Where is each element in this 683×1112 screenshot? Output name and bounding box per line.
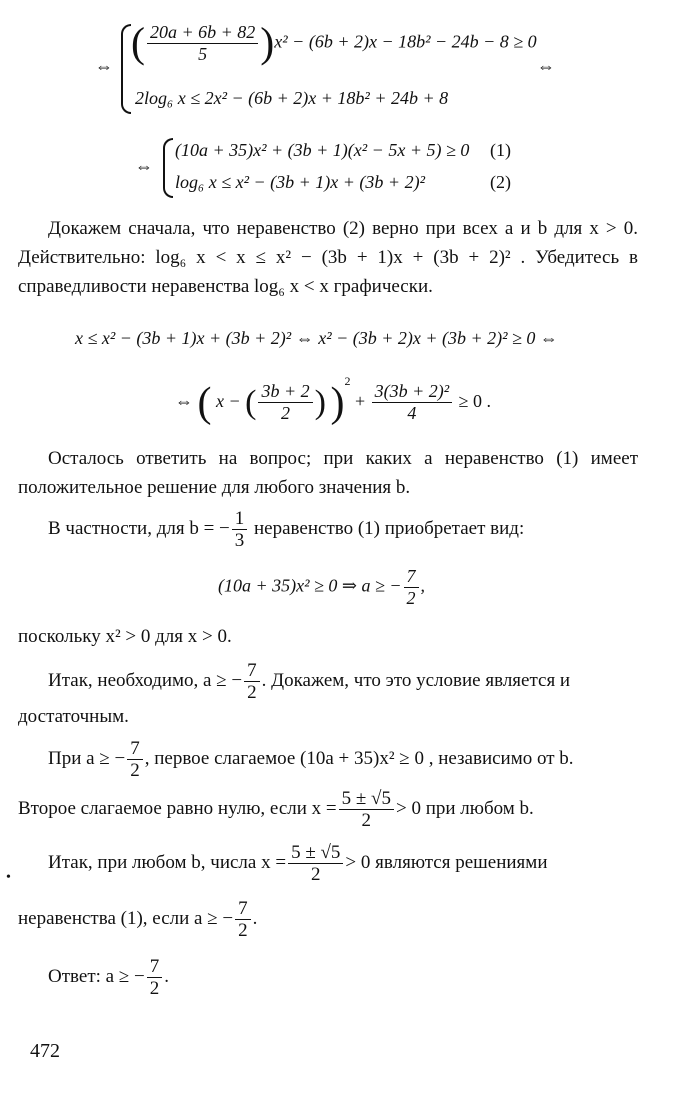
system-2	[135, 136, 535, 200]
equivalence-arrow: ⇔	[135, 156, 153, 176]
tag-2: (2)	[490, 172, 511, 192]
paragraph-sufficient: достаточным.	[18, 706, 129, 727]
paragraph-first-term: При a ≥ − $\frac{7}{2}$ , первое слагаемое (10a + 35)x² ≥ 0 , независимо от b.	[48, 738, 574, 781]
system-brace	[163, 138, 173, 198]
paragraph-second-term: Второе слагаемое равно нулю, если x = $\frac{5 \pm √5}{2}$ > 0 при любом b.	[18, 788, 534, 831]
system-1	[95, 18, 555, 118]
answer: Ответ: a ≥ − $\frac{7}{2}$ .	[48, 956, 169, 999]
equation-4: ⇔ ( x − ( $\frac{3b + 2}{2}$ ) )$^2$ + $\frac{\text{3(3b + 2)²}}{4}$ ≥ 0 .	[175, 374, 492, 426]
fraction-numerator: 20a + 6b + 82	[147, 22, 258, 44]
inequality-2: log₆ x ≤ x² − (3b + 1)x + (3b + 2)²	[175, 172, 425, 192]
paragraph-since: поскольку x² > 0 для x > 0.	[18, 626, 232, 647]
paragraph-remaining-question: Осталось ответить на вопрос; при каких a неравенство (1) имеет положительное решение для любого значения b.	[18, 448, 638, 498]
system-brace	[121, 24, 131, 114]
inequality-1: (10a + 35)x² + (3b + 1)(x² − 5x + 5) ≥ 0	[175, 140, 470, 160]
system-1-line-1: ( $\frac{20a + 6b + 82}{5}$ )x² − (6b + 2)x − 18b² − 24b − 8 ≥ 0	[131, 20, 537, 67]
paragraph-solutions: Итак, при любом b, числа x = $\frac{5 \pm √5}{2}$ > 0 являются решениями	[48, 842, 548, 885]
scan-speck: •	[6, 870, 11, 885]
equation-5: (10a + 35)x² ≥ 0 ⇒ a ≥ − $\frac{7}{2}$ ,	[218, 566, 426, 608]
fraction-denominator: 5	[198, 44, 208, 64]
page-number: 472	[30, 1040, 60, 1062]
equivalence-arrow: ⇔	[95, 56, 113, 76]
equivalence-arrow: ⇔	[537, 56, 555, 76]
system-1-line-2: 2log₆ x ≤ 2x² − (6b + 2)x + 18b² + 24b + 8	[135, 88, 449, 108]
paragraph-proof-2: Докажем сначала, что неравенство (2) верно при всех a и b для x > 0. Действительно: log₆ x < x ≤ x² − (3b + 1)x + (3b + 2)² . Убедитесь в справедливости неравенства log₆ x < x графически.	[18, 218, 638, 297]
tag-1: (1)	[490, 140, 511, 160]
paragraph-particular-case: В частности, для b = − $\frac{1}{3}$ неравенство (1) приобретает вид:	[48, 508, 525, 551]
equation-3: x ≤ x² − (3b + 1)x + (3b + 2)² ⇔ x² − (3b + 2)x + (3b + 2)² ≥ 0 ⇔	[75, 328, 558, 348]
paragraph-condition: неравенства (1), если a ≥ − $\frac{7}{2}$ .	[18, 898, 258, 941]
paragraph-necessary: Итак, необходимо, a ≥ − $\frac{7}{2}$ . Докажем, что это условие является и	[48, 660, 571, 703]
